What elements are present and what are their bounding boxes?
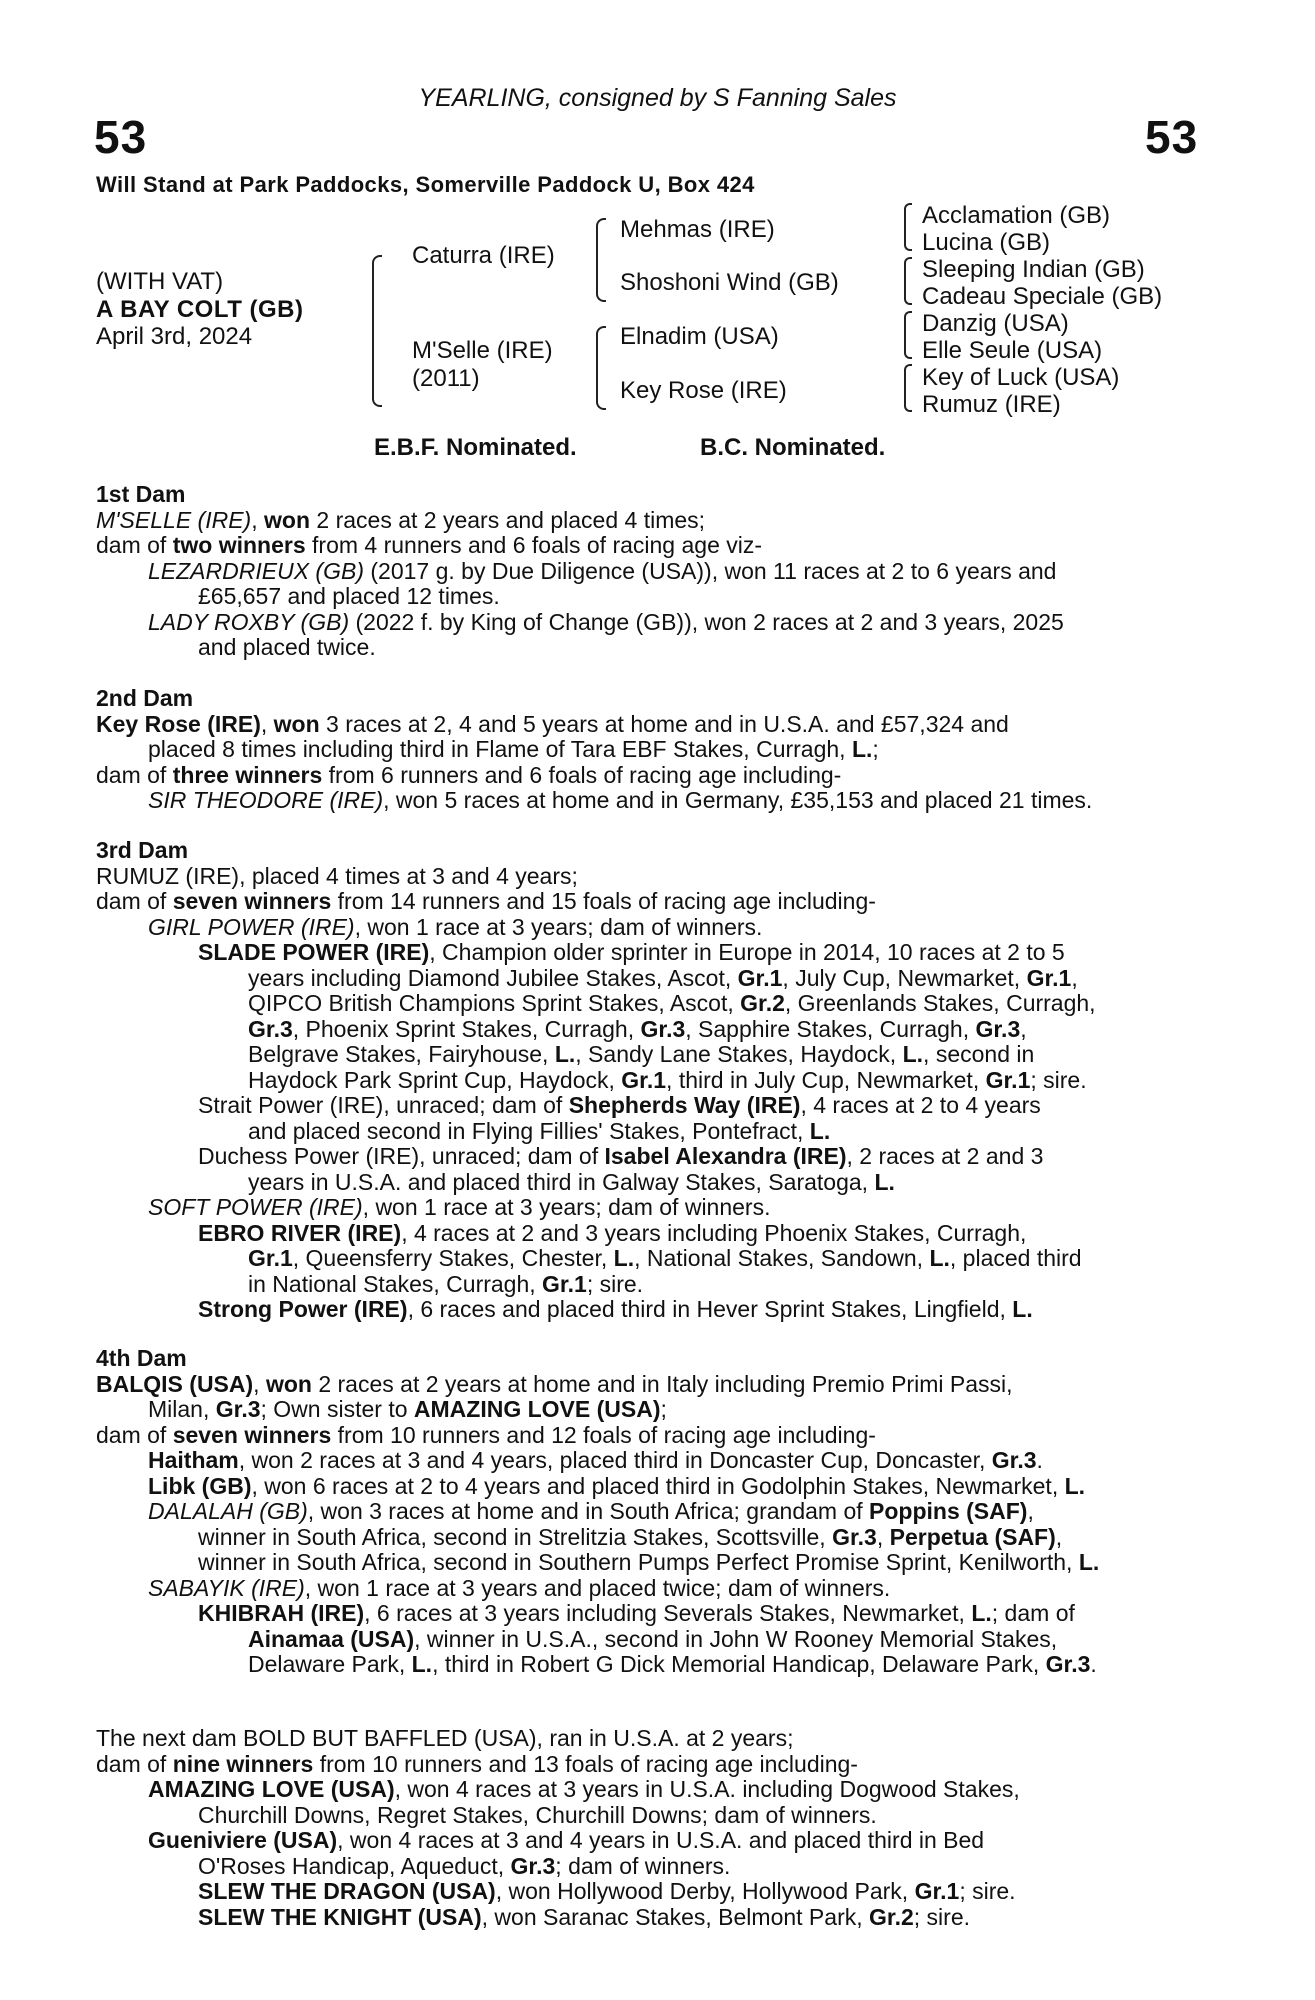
produce-entry: SOFT POWER (IRE), won 1 race at 3 years; dam of winners. <box>148 1194 771 1220</box>
produce-entry: Haitham, won 2 races at 3 and 4 years, placed third in Doncaster Cup, Doncaster, Gr.3. <box>148 1447 1043 1473</box>
produce-entry-cont: years including Diamond Jubilee Stakes, Ascot, Gr.1, July Cup, Newmarket, Gr.1, <box>248 964 1078 991</box>
produce-entry-cont: Gr.1, Queensferry Stakes, Chester, L., National Stakes, Sandown, L., placed third <box>248 1245 1082 1271</box>
produce-entry: Gueniviere (USA), won 4 races at 3 and 4 years in U.S.A. and placed third in Bed <box>148 1827 985 1853</box>
ancestor-g7: Key of Luck (USA) <box>922 364 1120 391</box>
stand-location: Will Stand at Park Paddocks, Somerville Paddock U, Box 424 <box>96 172 755 197</box>
dam-sire-name: Elnadim (USA) <box>620 323 779 350</box>
second-dam-section <box>96 686 1206 814</box>
next-dam-line: The next dam BOLD BUT BAFFLED (USA), ran in U.S.A. at 2 years; <box>96 1725 794 1751</box>
produce-entry-cont: and placed second in Flying Fillies' Stakes, Pontefract, L. <box>248 1117 831 1144</box>
lot-number-left: 53 <box>94 111 148 163</box>
foaling-date: April 3rd, 2024 <box>96 323 253 350</box>
produce-entry: LEZARDRIEUX (GB) (2017 g. by Due Diligence (USA)), won 11 races at 2 to 6 years and <box>148 557 1057 584</box>
second-dam-line: dam of three winners from 6 runners and 6 foals of racing age including- <box>96 761 842 788</box>
pedigree-brace-dam <box>596 326 606 410</box>
produce-entry: Libk (GB), won 6 races at 2 to 4 years and placed third in Godolphin Stakes, Newmarket, L. <box>148 1472 1086 1499</box>
first-dam-section <box>96 482 1206 661</box>
horse-name: A BAY COLT (GB) <box>96 296 304 323</box>
sire-sire-name: Mehmas (IRE) <box>620 216 775 243</box>
second-dam-line: placed 8 times including third in Flame of Tara EBF Stakes, Curragh, L.; <box>148 736 879 762</box>
produce-entry: SLADE POWER (IRE), Champion older sprinter in Europe in 2014, 10 races at 2 to 5 <box>198 939 1065 965</box>
third-dam-line: dam of seven winners from 14 runners and 15 foals of racing age including- <box>96 888 876 914</box>
sire-dam-name: Shoshoni Wind (GB) <box>620 269 839 296</box>
sire-name: Caturra (IRE) <box>412 242 555 269</box>
dam-name: M'Selle (IRE) <box>412 337 553 364</box>
produce-entry-cont: Delaware Park, L., third in Robert G Dick Memorial Handicap, Delaware Park, Gr.3. <box>248 1651 1097 1677</box>
produce-entry-cont: and placed twice. <box>198 634 376 660</box>
pedigree-brace-main <box>372 255 382 407</box>
produce-entry: LADY ROXBY (GB) (2022 f. by King of Change (GB)), won 2 races at 2 and 3 years, 2025 <box>148 608 1064 635</box>
fourth-dam-section <box>96 1346 1206 1678</box>
produce-entry-cont: Haydock Park Sprint Cup, Haydock, Gr.1, third in July Cup, Newmarket, Gr.1; sire. <box>248 1066 1087 1093</box>
produce-entry: AMAZING LOVE (USA), won 4 races at 3 years in U.S.A. including Dogwood Stakes, <box>148 1776 1020 1802</box>
fourth-dam-line: Milan, Gr.3; Own sister to AMAZING LOVE (USA); <box>148 1396 667 1422</box>
fourth-dam-line: dam of seven winners from 10 runners and 12 foals of racing age including- <box>96 1421 876 1448</box>
produce-entry-cont: Churchill Downs, Regret Stakes, Churchill Downs; dam of winners. <box>198 1801 877 1828</box>
produce-entry: KHIBRAH (IRE), 6 races at 3 years including Severals Stakes, Newmarket, L.; dam of <box>198 1600 1075 1626</box>
ancestor-g1: Acclamation (GB) <box>922 202 1111 229</box>
vat-label: (WITH VAT) <box>96 268 224 295</box>
produce-entry: DALALAH (GB), won 3 races at home and in South Africa; grandam of Poppins (SAF), <box>148 1498 1034 1524</box>
ancestor-g6: Elle Seule (USA) <box>922 337 1103 364</box>
pedigree-brace-g4 <box>904 364 912 412</box>
produce-entry: GIRL POWER (IRE), won 1 race at 3 years; dam of winners. <box>148 913 763 940</box>
produce-entry: Strait Power (IRE), unraced; dam of Shepherds Way (IRE), 4 races at 2 to 4 years <box>198 1092 1041 1118</box>
next-dam-section <box>96 1726 1206 1930</box>
first-dam-line: dam of two winners from 4 runners and 6 foals of racing age viz- <box>96 532 763 558</box>
consignment-subtitle: YEARLING, consigned by S Fanning Sales <box>418 84 897 112</box>
produce-entry: SABAYIK (IRE), won 1 race at 3 years and placed twice; dam of winners. <box>148 1574 891 1601</box>
produce-entry-cont: Ainamaa (USA), winner in U.S.A., second in John W Rooney Memorial Stakes, <box>248 1625 1058 1652</box>
ancestor-g4: Cadeau Speciale (GB) <box>922 283 1163 310</box>
second-dam-line: Key Rose (IRE), won 3 races at 2, 4 and 5 years at home and in U.S.A. and £57,324 and <box>96 710 1009 737</box>
next-dam-line: dam of nine winners from 10 runners and 13 foals of racing age including- <box>96 1750 858 1777</box>
fourth-dam-heading: 4th Dam <box>96 1345 187 1371</box>
ancestor-g8: Rumuz (IRE) <box>922 391 1061 418</box>
lot-number-right: 53 <box>1145 111 1199 163</box>
produce-entry-cont: Gr.3, Phoenix Sprint Stakes, Curragh, Gr.3, Sapphire Stakes, Curragh, Gr.3, <box>248 1015 1027 1042</box>
produce-entry: SLEW THE DRAGON (USA), won Hollywood Derby, Hollywood Park, Gr.1; sire. <box>198 1878 1016 1904</box>
third-dam-heading: 3rd Dam <box>96 837 189 863</box>
produce-entry-cont: £65,657 and placed 12 times. <box>198 583 500 609</box>
pedigree-brace-sire <box>596 218 606 302</box>
second-dam-heading: 2nd Dam <box>96 685 194 711</box>
bc-nomination: B.C. Nominated. <box>700 434 886 461</box>
dam-year: (2011) <box>412 365 480 392</box>
produce-entry-cont: winner in South Africa, second in Southern Pumps Perfect Promise Sprint, Kenilworth, L. <box>198 1549 1100 1575</box>
produce-entry-cont: O'Roses Handicap, Aqueduct, Gr.3; dam of winners. <box>198 1852 731 1879</box>
pedigree-brace-g3 <box>904 311 912 359</box>
produce-entry-cont: winner in South Africa, second in Strelitzia Stakes, Scottsville, Gr.3, Perpetua (SAF), <box>198 1523 1063 1550</box>
ancestor-g3: Sleeping Indian (GB) <box>922 256 1145 283</box>
produce-entry-cont: QIPCO British Champions Sprint Stakes, Ascot, Gr.2, Greenlands Stakes, Curragh, <box>248 990 1096 1016</box>
ancestor-g2: Lucina (GB) <box>922 229 1051 256</box>
third-dam-section <box>96 838 1206 1323</box>
first-dam-heading: 1st Dam <box>96 481 186 507</box>
produce-entry: Strong Power (IRE), 6 races and placed third in Hever Sprint Stakes, Lingfield, L. <box>198 1296 1033 1322</box>
produce-entry-cont: in National Stakes, Curragh, Gr.1; sire. <box>248 1270 644 1297</box>
third-dam-line: RUMUZ (IRE), placed 4 times at 3 and 4 years; <box>96 862 578 889</box>
produce-entry: SIR THEODORE (IRE), won 5 races at home and in Germany, £35,153 and placed 21 times. <box>148 787 1093 813</box>
dam-dam-name: Key Rose (IRE) <box>620 377 787 404</box>
ancestor-g5: Danzig (USA) <box>922 310 1069 337</box>
fourth-dam-line: BALQIS (USA), won 2 races at 2 years at home and in Italy including Premio Primi Passi, <box>96 1370 1013 1397</box>
produce-entry: SLEW THE KNIGHT (USA), won Saranac Stakes, Belmont Park, Gr.2; sire. <box>198 1903 971 1930</box>
pedigree-brace-g2 <box>904 257 912 305</box>
produce-entry-cont: years in U.S.A. and placed third in Galway Stakes, Saratoga, L. <box>248 1168 895 1195</box>
pedigree-brace-g1 <box>904 203 912 251</box>
produce-entry: EBRO RIVER (IRE), 4 races at 2 and 3 years including Phoenix Stakes, Curragh, <box>198 1219 1027 1246</box>
produce-entry: Duchess Power (IRE), unraced; dam of Isabel Alexandra (IRE), 2 races at 2 and 3 <box>198 1143 1044 1169</box>
ebf-nomination: E.B.F. Nominated. <box>374 434 577 461</box>
first-dam-line: M'SELLE (IRE), won 2 races at 2 years and placed 4 times; <box>96 506 706 533</box>
produce-entry-cont: Belgrave Stakes, Fairyhouse, L., Sandy Lane Stakes, Haydock, L., second in <box>248 1041 1035 1067</box>
